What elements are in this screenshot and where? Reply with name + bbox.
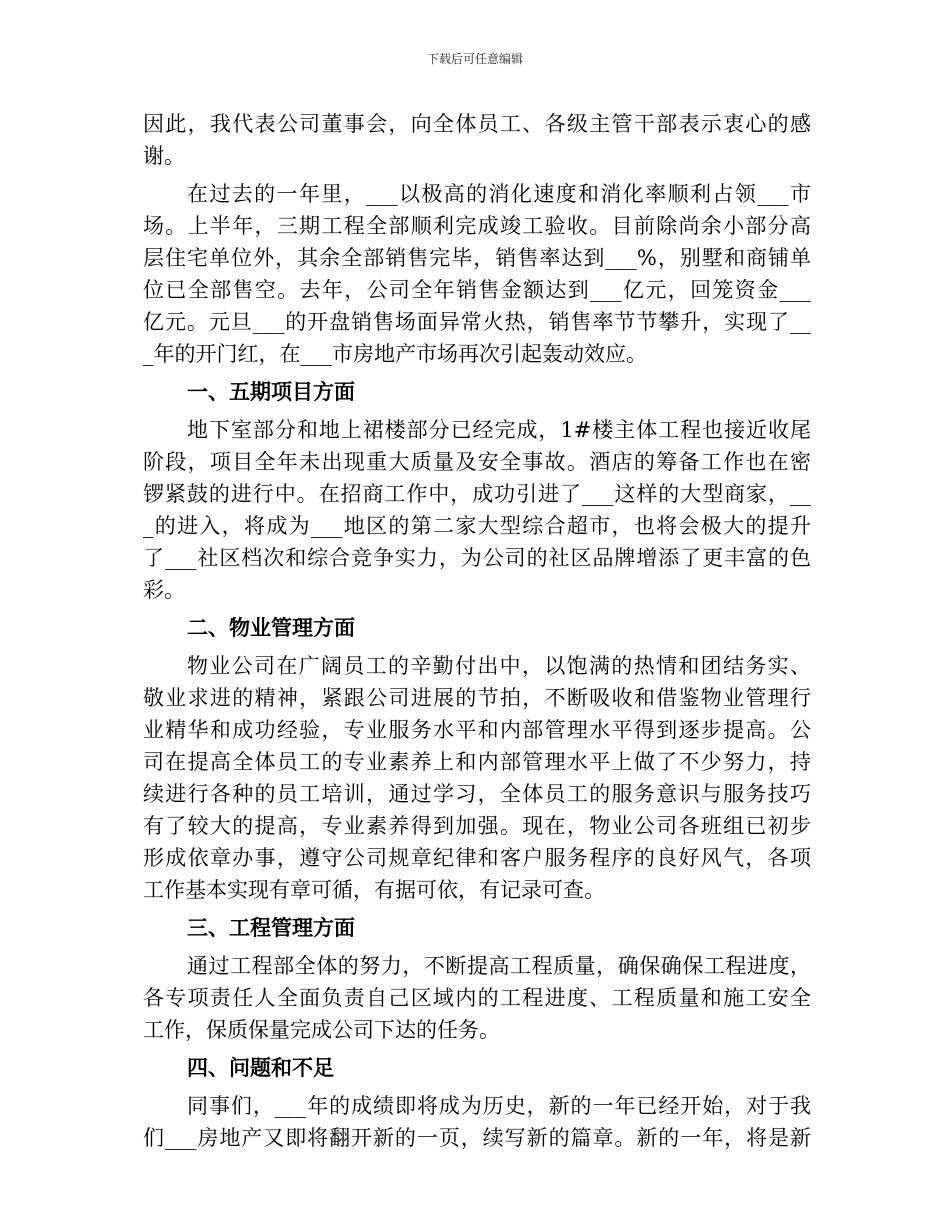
section-heading: 四、问题和不足	[187, 1055, 334, 1080]
section-heading: 三、工程管理方面	[187, 915, 355, 940]
text-line: 物业公司在广阔员工的辛勤付出中，以饱满的热情和团结务实、	[187, 654, 811, 678]
text-line: 形成依章办事，遵守公司规章纪律和客户服务程序的良好风气，各项	[143, 846, 811, 870]
text-line: 因此，我代表公司董事会，向全体员工、各级主管干部表示衷心的感	[143, 112, 811, 136]
text-line: 彩。	[143, 578, 185, 602]
text-line: _的进入，将成为___地区的第二家大型综合超市，也将会极大的提升	[143, 514, 811, 538]
text-line: 了___社区档次和综合竞争实力，为公司的社区品牌增添了更丰富的色	[143, 546, 811, 570]
paragraph	[143, 1090, 811, 1154]
document-body	[143, 108, 811, 1154]
text-line: _年的开门红，在___市房地产市场再次引起轰动效应。	[143, 342, 647, 366]
paragraph	[143, 178, 811, 370]
text-line: 工作基本实现有章可循，有据可依，有记录可查。	[143, 878, 605, 902]
text-line: 同事们，___年的成绩即将成为历史，新的一年已经开始，对于我	[187, 1094, 811, 1118]
section-heading: 二、物业管理方面	[187, 615, 355, 640]
page-header: 下载后可任意编辑	[426, 52, 523, 66]
text-line: 续进行各种的员工培训，通过学习，全体员工的服务意识与服务技巧	[143, 782, 811, 806]
text-line: 阶段，项目全年未出现重大质量及安全事故。酒店的筹备工作也在密	[143, 450, 811, 474]
text-line: 各专项责任人全面负责自己区域内的工程进度、工程质量和施工安全	[143, 986, 811, 1010]
text-line: 敬业求进的精神，紧跟公司进展的节拍，不断吸收和借鉴物业管理行	[143, 686, 811, 710]
paragraph	[143, 414, 811, 606]
text-line: 层住宅单位外，其余全部销售完毕，销售率达到___%，别墅和商铺单	[143, 246, 811, 270]
text-line: 谢。	[143, 144, 185, 168]
text-line: 位已全部售空。去年，公司全年销售金额达到___亿元，回笼资金___	[143, 278, 811, 302]
text-line: 司在提高全体员工的专业素养上和内部管理水平上做了不少努力，持	[143, 750, 811, 774]
text-line: 业精华和成功经验，专业服务水平和内部管理水平得到逐步提高。公	[143, 718, 811, 742]
text-line: 有了较大的提高，专业素养得到加强。现在，物业公司各班组已初步	[143, 814, 811, 838]
paragraph	[143, 950, 811, 1046]
text-line: 亿元。元旦___的开盘销售场面异常火热，销售率节节攀升，实现了__	[143, 310, 811, 334]
text-line: 在过去的一年里，___以极高的消化速度和消化率顺利占领___市	[187, 182, 811, 206]
paragraph	[143, 108, 811, 172]
text-line: 工作，保质保量完成公司下达的任务。	[143, 1018, 500, 1042]
section-heading: 一、五期项目方面	[187, 379, 355, 404]
paragraph	[143, 650, 811, 906]
text-line: 地下室部分和地上裙楼部分已经完成，1#楼主体工程也接近收尾	[187, 418, 811, 442]
text-line: 锣紧鼓的进行中。在招商工作中，成功引进了___这样的大型商家，__	[143, 482, 811, 506]
text-line: 们___房地产又即将翻开新的一页，续写新的篇章。新的一年，将是新	[143, 1126, 811, 1150]
text-line: 通过工程部全体的努力，不断提高工程质量，确保确保工程进度，	[187, 954, 811, 978]
text-line: 场。上半年，三期工程全部顺利完成竣工验收。目前除尚余小部分高	[143, 214, 811, 238]
